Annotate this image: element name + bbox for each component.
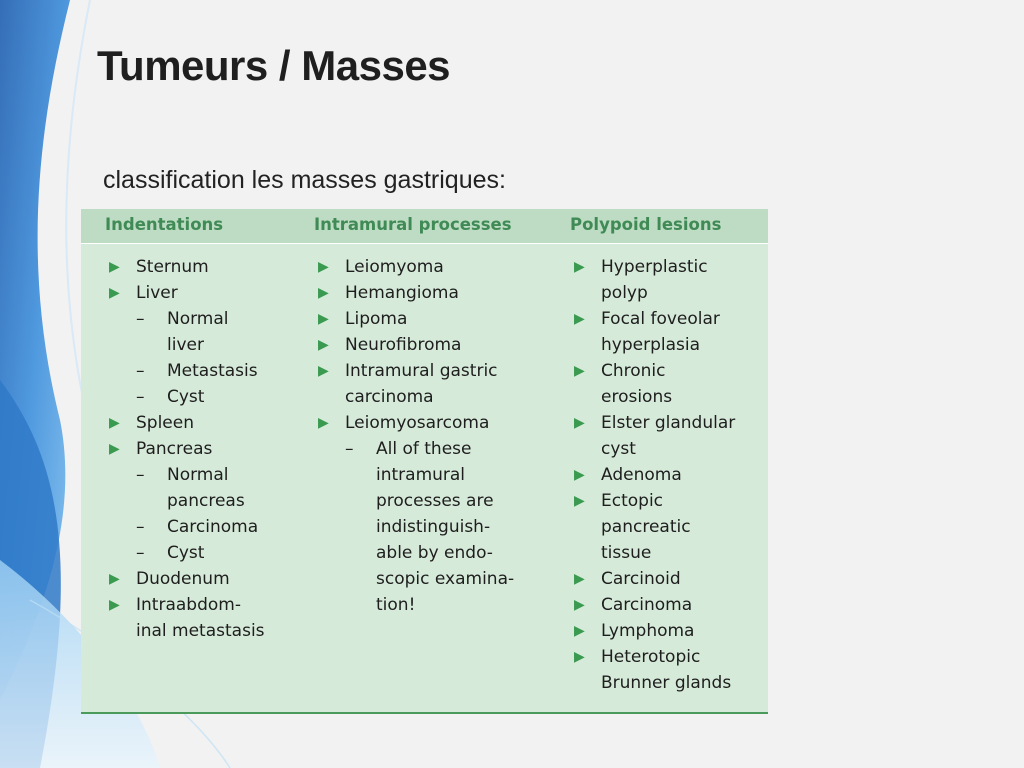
list-item	[105, 280, 310, 306]
item-text-line: Leiomyosarcoma	[345, 413, 490, 433]
list-item	[570, 644, 765, 696]
item-text-line: scopic examina-	[376, 569, 515, 589]
item-text-line: Cyst	[167, 543, 205, 563]
triangle-right-icon: ▶	[318, 363, 329, 379]
item-text-line: Carcinoid	[601, 569, 681, 589]
item-text-line: carcinoma	[345, 387, 434, 407]
item-text-line: Heterotopic	[601, 647, 701, 667]
item-text-line: Intraabdom-	[136, 595, 241, 615]
dash-icon: –	[136, 517, 145, 537]
slide-subtitle: classification les masses gastriques:	[103, 166, 506, 194]
item-text-line: Cyst	[167, 387, 205, 407]
list-item	[570, 618, 765, 644]
triangle-right-icon: ▶	[109, 259, 120, 275]
triangle-right-icon: ▶	[318, 285, 329, 301]
item-text-line: Normal	[167, 309, 229, 329]
item-text-line: hyperplasia	[601, 335, 701, 355]
list-item	[570, 566, 765, 592]
sub-list-item	[105, 514, 310, 540]
item-text-line: Focal foveolar	[601, 309, 720, 329]
item-text-line: Leiomyoma	[345, 257, 444, 277]
item-text-line: Elster glandular	[601, 413, 736, 433]
list-item	[105, 436, 310, 462]
list-item	[570, 488, 765, 566]
item-text-line: erosions	[601, 387, 673, 407]
table-header	[81, 209, 768, 244]
item-text-line: Ectopic	[601, 491, 664, 511]
sub-list-item	[314, 436, 564, 618]
item-text-line: able by endo-	[376, 543, 493, 563]
triangle-right-icon: ▶	[574, 571, 585, 587]
column-polypoid-lesions	[570, 254, 765, 696]
list-item	[105, 410, 310, 436]
list-item	[314, 306, 564, 332]
triangle-right-icon: ▶	[574, 415, 585, 431]
item-text-line: Adenoma	[601, 465, 682, 485]
slide-title: Tumeurs / Masses	[97, 42, 451, 89]
list-item	[314, 410, 564, 436]
triangle-right-icon: ▶	[318, 259, 329, 275]
item-text-line: Brunner glands	[601, 673, 732, 693]
dash-icon: –	[136, 361, 145, 381]
triangle-right-icon: ▶	[574, 623, 585, 639]
header-polypoid-lesions: Polypoid lesions	[570, 215, 722, 234]
list-item	[570, 306, 765, 358]
list-item	[570, 410, 765, 462]
list-item	[570, 462, 765, 488]
item-text-line: Carcinoma	[167, 517, 259, 537]
triangle-right-icon: ▶	[318, 337, 329, 353]
item-text-line: Chronic	[601, 361, 666, 381]
item-text-line: inal metastasis	[136, 621, 265, 641]
list-item	[105, 254, 310, 280]
column-indentations	[105, 254, 310, 644]
item-text-line: Duodenum	[136, 569, 230, 589]
list-item	[314, 254, 564, 280]
item-text-line: Liver	[136, 283, 178, 303]
item-text-line: Metastasis	[167, 361, 258, 381]
item-text-line: Hemangioma	[345, 283, 459, 303]
item-text-line: polyp	[601, 283, 648, 303]
triangle-right-icon: ▶	[574, 311, 585, 327]
dash-icon: –	[136, 387, 145, 407]
sub-list-item	[105, 462, 310, 514]
item-text-line: Normal	[167, 465, 229, 485]
item-text-line: tion!	[376, 595, 416, 615]
sub-list-item	[105, 384, 310, 410]
list-item	[314, 280, 564, 306]
item-text-line: Intramural gastric	[345, 361, 498, 381]
triangle-right-icon: ▶	[109, 571, 120, 587]
dash-icon: –	[136, 309, 145, 329]
dash-icon: –	[136, 465, 145, 485]
triangle-right-icon: ▶	[109, 441, 120, 457]
item-text-line: All of these	[376, 439, 472, 459]
list-item	[570, 592, 765, 618]
triangle-right-icon: ▶	[574, 467, 585, 483]
header-indentations: Indentations	[105, 215, 224, 234]
item-text-line: Neurofibroma	[345, 335, 462, 355]
item-text-line: Carcinoma	[601, 595, 693, 615]
triangle-right-icon: ▶	[109, 597, 120, 613]
sub-list-item	[105, 540, 310, 566]
item-text-line: Lipoma	[345, 309, 408, 329]
item-text-line: Lymphoma	[601, 621, 695, 641]
item-text-line: Sternum	[136, 257, 209, 277]
item-text-line: liver	[167, 335, 204, 355]
list-item	[314, 358, 564, 410]
header-intramural-processes: Intramural processes	[314, 215, 512, 234]
triangle-right-icon: ▶	[574, 259, 585, 275]
list-item	[105, 592, 310, 644]
triangle-right-icon: ▶	[318, 311, 329, 327]
triangle-right-icon: ▶	[574, 649, 585, 665]
triangle-right-icon: ▶	[574, 363, 585, 379]
item-text-line: intramural	[376, 465, 466, 485]
item-text-line: tissue	[601, 543, 652, 563]
list-item	[314, 332, 564, 358]
triangle-right-icon: ▶	[574, 493, 585, 509]
item-text-line: Spleen	[136, 413, 194, 433]
triangle-right-icon: ▶	[318, 415, 329, 431]
sub-list-item	[105, 306, 310, 358]
column-intramural-processes	[314, 254, 564, 618]
dash-icon: –	[136, 543, 145, 563]
item-text-line: indistinguish-	[376, 517, 491, 537]
item-text-line: processes are	[376, 491, 494, 511]
list-item	[105, 566, 310, 592]
item-text-line: Pancreas	[136, 439, 213, 459]
dash-icon: –	[345, 439, 354, 459]
classification-table	[81, 209, 768, 714]
item-text-line: pancreas	[167, 491, 245, 511]
triangle-right-icon: ▶	[109, 415, 120, 431]
triangle-right-icon: ▶	[109, 285, 120, 301]
triangle-right-icon: ▶	[574, 597, 585, 613]
sub-list-item	[105, 358, 310, 384]
item-text-line: cyst	[601, 439, 636, 459]
item-text-line: Hyperplastic	[601, 257, 708, 277]
item-text-line: pancreatic	[601, 517, 691, 537]
list-item	[570, 254, 765, 306]
list-item	[570, 358, 765, 410]
